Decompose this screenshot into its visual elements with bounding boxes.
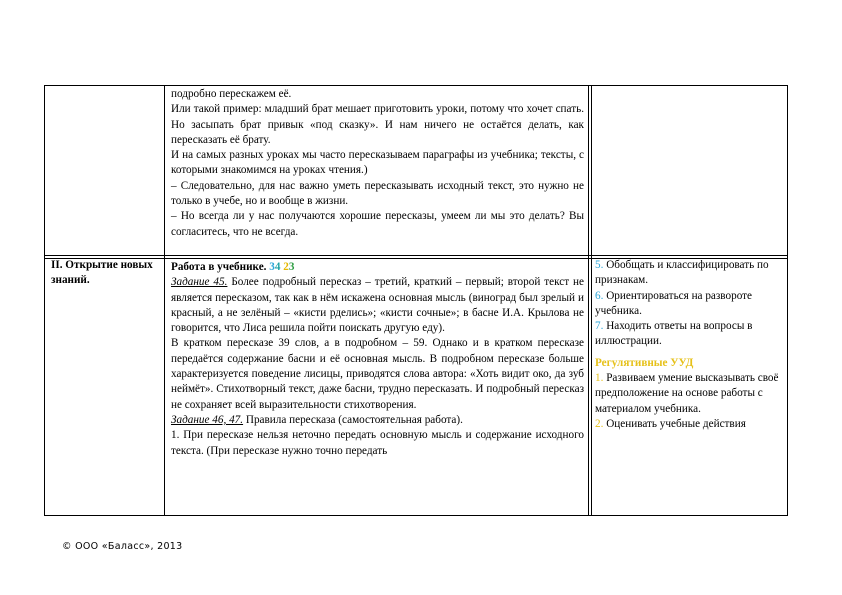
uud-item [595,319,785,350]
lesson-table [44,85,788,516]
task-label: Задание 45. [171,276,228,289]
heading-text: Работа в учебнике. [171,261,267,273]
uud-item [595,258,785,289]
task-label: Задание 46, 47. [171,413,244,426]
paragraph: – Следовательно, для нас важно уметь пересказывать исходный текст, это нужно не только в учебе, но и вообще в жизни. [171,179,584,208]
item-text: Ориентироваться на развороте учебника. [595,289,752,317]
item-num: 5. [595,259,604,271]
stage-title: II. Открытие новых знаний. [51,259,153,286]
paragraph: И на самых разных уроках мы часто пересказываем параграфы из учебника; тексты, с которыми знакомимся на уроках чтения.) [171,149,584,177]
paragraph: подробно перескажем её. [171,88,292,100]
task-text: Более подробный пересказ – третий, краткий – первый; второй текст не является пересказом, так как в нём искажена основная мысль (виноград был зрелый и красный, а не зелёный – «кисти рделись»; «кисти сочные»; в басне И.А. Крылова не говорится, что Лиса решила пойти поискать другую еду). [171,276,584,335]
bottom-middle-cell [171,260,584,459]
column-divider [588,86,589,515]
regulative-title [595,356,785,371]
reg-title-text: Регулятивные УУД [595,356,694,369]
item-text: Обобщать и классифицировать по признакам. [595,259,769,287]
copyright-footer: © ООО «Баласс», 2013 [62,541,183,552]
item-num: 6. [595,289,604,302]
work-heading [171,260,584,275]
item-num: 1. [595,372,604,385]
paragraph: – Но всегда ли у нас получаются хорошие пересказы, умеем ли мы это делать? Вы согласитесь, что не всегда. [171,210,584,238]
heading-num: 3 [288,261,295,273]
task-45 [171,275,584,336]
column-divider [164,86,165,515]
paragraph: 1. При пересказе нельзя неточно передать основную мысль и содержание исходного текста. (При пересказе нужно точно передать [171,429,584,457]
row-divider [45,255,787,256]
task-46-47 [171,413,584,428]
item-text: Развиваем умение высказывать своё предположение на основе работы с материалом учебника. [595,372,779,415]
uud-item [595,417,785,432]
uud-cell [595,258,785,432]
paragraph: Или такой пример: младший брат мешает приготовить уроки, потому что хочет спать. Но засыпать брат привык «под сказку». И нам ничего не остаётся делать, как пересказать её брату. [171,103,584,146]
item-text: Оценивать учебные действия [603,417,746,430]
task-text: Правила пересказа (самостоятельная работа). [243,413,463,426]
heading-num: 3 [269,261,275,273]
item-num: 2. [595,417,604,430]
item-text: Находить ответы на вопросы в иллюстрации. [595,320,753,348]
item-num: 7. [595,320,604,333]
top-middle-cell [171,87,584,240]
paragraph: В кратком пересказе 39 слов, а в подробном – 59. Однако и в кратком пересказе передаётся содержание басни и её основная мысль. В подробном пересказе больше характеризуется поведение лисицы, приводятся слова автора: «Хоть видит око, да зуб неймёт». Стихотворный текст, даже басни, трудно пересказать. И подробный пересказ не сохраняет всей выразительности стихотворения. [171,337,584,411]
heading-num: 4 [274,261,281,273]
column-divider [591,86,592,515]
heading-num: 2 [283,261,289,273]
uud-item [595,371,785,417]
uud-item [595,289,785,320]
